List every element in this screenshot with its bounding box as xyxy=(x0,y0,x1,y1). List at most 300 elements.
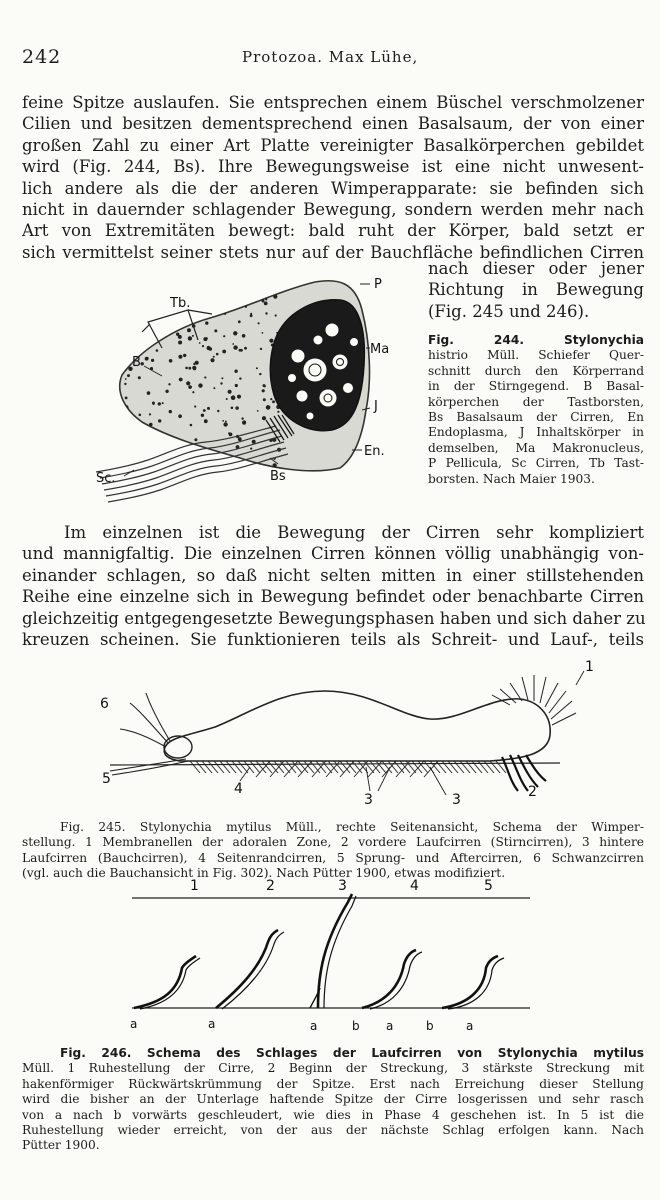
granule xyxy=(150,303,153,306)
granule xyxy=(178,355,182,359)
fig246-letter-a4: a xyxy=(386,1019,394,1033)
granule xyxy=(112,315,115,318)
granule xyxy=(191,292,193,294)
granule xyxy=(167,325,171,329)
caudal-cirri xyxy=(120,693,170,747)
cirrus-stroke xyxy=(262,761,272,773)
granule xyxy=(244,347,247,350)
text-line: wird (Fig. 244, Bs). Ihre Bewegungsweise ist eine nicht unwesent- xyxy=(22,157,644,177)
granule xyxy=(228,390,232,394)
granule xyxy=(202,345,204,347)
cirrus-stroke xyxy=(304,761,314,773)
granule xyxy=(123,293,125,295)
granule xyxy=(150,312,152,314)
granule xyxy=(137,334,140,337)
cirrus-stroke xyxy=(454,761,464,773)
granule xyxy=(260,348,262,350)
granule xyxy=(237,395,241,399)
granule xyxy=(174,315,178,319)
granule xyxy=(279,282,281,284)
granule xyxy=(188,336,192,340)
granule xyxy=(157,279,160,282)
granule xyxy=(259,373,261,375)
granule xyxy=(117,352,120,355)
cirrus-stroke xyxy=(436,761,446,773)
granule xyxy=(262,300,265,303)
granule xyxy=(204,419,208,423)
granule xyxy=(237,298,240,301)
granule xyxy=(220,306,222,308)
caption-line: Laufcirren (Bauchcirren), 4 Seitenrandcirren, 5 Sprung- und Aftercirren, 6 Schwanzcirren xyxy=(22,850,644,865)
granule xyxy=(179,457,182,460)
granule xyxy=(220,294,223,297)
fig246-phase-2: 2 xyxy=(266,878,275,894)
granule xyxy=(193,289,196,292)
cirrus-stroke xyxy=(196,761,206,773)
text-line: sich vermittelst seiner stets nur auf der Bauchfläche befindlichen Cirren xyxy=(22,242,644,262)
fig246-phase-4: 4 xyxy=(410,878,419,894)
fig245-label-5: 5 xyxy=(102,771,111,787)
granule xyxy=(109,376,112,379)
granule xyxy=(270,279,273,282)
granule xyxy=(239,377,241,379)
granule xyxy=(207,346,211,350)
granule xyxy=(125,397,128,400)
cirrus-stroke xyxy=(394,761,404,773)
granule xyxy=(275,314,277,316)
granule xyxy=(256,367,258,369)
granule xyxy=(220,382,222,384)
granule xyxy=(237,463,240,466)
granule xyxy=(122,283,125,286)
cirrus-stroke xyxy=(244,761,254,773)
granule xyxy=(158,402,161,405)
granule xyxy=(232,299,235,302)
cirrus-phase-4 xyxy=(362,950,416,1008)
granule xyxy=(114,386,117,389)
granule xyxy=(222,350,226,354)
fig246-phase-1: 1 xyxy=(190,878,199,894)
fig246-letter-a1: a xyxy=(130,1017,138,1031)
cirrus-stroke xyxy=(250,761,260,773)
granule xyxy=(123,311,126,314)
granule xyxy=(190,424,193,427)
granule xyxy=(124,383,126,385)
granule xyxy=(259,468,262,471)
granule xyxy=(110,350,113,353)
fig244-label-tb: Tb. xyxy=(170,296,191,311)
text-line: lich andere als die der anderen Wimperapparate: sie befinden sich xyxy=(22,178,644,198)
fig244-label-sc: Sc. xyxy=(96,471,116,486)
granule xyxy=(238,320,241,323)
cirrus-stroke xyxy=(286,761,296,773)
granule xyxy=(213,356,215,358)
granule xyxy=(232,343,234,345)
granule xyxy=(241,417,243,419)
label-leader-lines xyxy=(240,671,584,795)
granule xyxy=(257,410,259,412)
fig244-label-j: J xyxy=(374,399,378,414)
granule xyxy=(132,312,134,314)
granule xyxy=(266,285,270,289)
granule xyxy=(110,403,112,405)
granule xyxy=(239,349,242,352)
granule xyxy=(124,321,126,323)
fig246-letter-b1: b xyxy=(352,1019,360,1033)
granule xyxy=(118,330,121,333)
granule xyxy=(223,422,227,426)
granule xyxy=(238,437,242,441)
granule xyxy=(125,426,127,428)
fig245-label-4: 4 xyxy=(234,781,243,797)
cirrus-stroke xyxy=(352,761,362,773)
granule xyxy=(201,414,204,417)
granule xyxy=(194,405,196,407)
caption-line: Endoplasma, J Inhaltskörper in xyxy=(428,425,644,440)
granule xyxy=(151,359,154,362)
granule xyxy=(193,460,197,464)
granule xyxy=(233,331,237,335)
cirrus-phase-3 xyxy=(318,894,352,1008)
granule xyxy=(272,400,275,403)
fig246-letter-a2: a xyxy=(208,1017,216,1031)
granule xyxy=(129,329,132,332)
granule xyxy=(211,358,215,362)
granule xyxy=(262,389,265,392)
granule xyxy=(258,322,260,324)
fig245-label-6: 6 xyxy=(100,696,109,712)
caption-line: Fig. 245. Stylonychia mytilus Müll., rechte Seitenansicht, Schema der Wimper- xyxy=(60,820,644,834)
caption-line: demselben, Ma Makronucleus, xyxy=(428,440,644,455)
granule xyxy=(222,420,224,422)
granule xyxy=(242,421,246,425)
granule xyxy=(265,298,267,300)
cirrus-stroke xyxy=(442,761,452,773)
granule xyxy=(111,436,114,439)
granule xyxy=(137,438,140,441)
granule xyxy=(168,383,170,385)
granule xyxy=(179,378,183,382)
granule xyxy=(127,374,130,377)
caption-line: von a nach b vorwärts geschleudert, wie dies in Phase 4 geschehen ist. In 5 ist die xyxy=(22,1107,644,1122)
fig244-label-b: B xyxy=(132,355,141,370)
text-line: nach dieser oder jener xyxy=(428,259,644,278)
granule xyxy=(125,425,128,428)
granule xyxy=(203,409,206,412)
granule xyxy=(113,343,116,346)
granule xyxy=(149,428,151,430)
granule xyxy=(242,334,246,338)
fig-244-caption xyxy=(428,333,644,487)
caption-line: Fig. 246. Schema des Schlages der Laufcirren von Stylonychia mytilus xyxy=(60,1046,644,1060)
granule xyxy=(134,420,138,424)
granule xyxy=(183,354,186,357)
cirrus-stroke xyxy=(270,761,284,777)
granule xyxy=(184,455,188,459)
cirrus-stroke xyxy=(370,761,380,773)
granule xyxy=(141,362,144,365)
fig-244-illustration xyxy=(70,270,410,510)
granule xyxy=(139,414,142,417)
granule xyxy=(113,321,116,324)
granule xyxy=(231,395,236,400)
granule xyxy=(229,433,233,437)
granule xyxy=(168,318,171,321)
cirrus-stroke xyxy=(310,761,320,773)
caption-line: borsten. Nach Maier 1903. xyxy=(428,471,595,486)
fig244-label-bs: Bs xyxy=(270,469,286,484)
page-header xyxy=(22,46,640,70)
text-line: Cilien und besitzen dementsprechend einen Basalsaum, der von einer xyxy=(22,114,644,134)
granule xyxy=(148,339,151,342)
fig-246-caption xyxy=(22,1046,644,1154)
caption-line: stellung. 1 Membranellen der adoralen Zone, 2 vordere Laufcirren (Stirncirren), 3 hintere xyxy=(22,835,644,850)
granule xyxy=(169,359,173,363)
cirrus-phase-2 xyxy=(216,930,278,1008)
granule xyxy=(178,341,182,345)
caption-line: Fig. 244. Stylonychia xyxy=(428,333,644,347)
frontal-cirri xyxy=(502,755,546,791)
granule xyxy=(223,290,227,294)
anal-cirri xyxy=(110,759,188,775)
granule xyxy=(262,332,264,334)
caption-line: Pütter 1900. xyxy=(22,1138,100,1153)
granule xyxy=(188,385,192,389)
granule xyxy=(231,407,234,410)
granule xyxy=(131,344,134,347)
cirrus-stroke xyxy=(412,761,422,773)
granule xyxy=(129,341,132,344)
granule xyxy=(215,296,218,299)
text-line: kreuzen scheinen. Sie funktionieren teils als Schreit- und Lauf-, teils xyxy=(22,630,644,650)
granule xyxy=(138,376,141,379)
text-line: gleichzeitig entgegengesetzte Bewegungsphasen haben und sich daher zu xyxy=(22,608,646,628)
granule xyxy=(263,398,266,401)
granule xyxy=(217,410,219,412)
granule xyxy=(139,293,141,295)
caption-line: P Pellicula, Sc Cirren, Tb Tast- xyxy=(428,456,644,471)
fig246-letter-a3: a xyxy=(310,1019,318,1033)
granule xyxy=(109,319,113,323)
granule xyxy=(250,314,253,317)
granule xyxy=(149,423,153,427)
cirrus-stroke xyxy=(430,761,440,773)
granule xyxy=(161,327,164,330)
fig246-letter-a5: a xyxy=(466,1019,474,1033)
granule xyxy=(193,367,196,370)
granule xyxy=(134,351,137,354)
granule xyxy=(198,383,202,387)
fig246-letter-b2: b xyxy=(426,1019,434,1033)
granule xyxy=(186,381,190,385)
body-paragraph xyxy=(22,522,644,650)
cirrus-stroke xyxy=(220,761,230,773)
granule xyxy=(129,458,133,462)
granule xyxy=(187,328,191,332)
granule xyxy=(206,462,208,464)
cirrus-stroke xyxy=(328,761,338,773)
caption-line: wird die bisher an der Unterlage haftende Spitze der Cirre losgerissen und sehr rasch xyxy=(22,1092,644,1107)
cirrus-stroke xyxy=(448,761,458,773)
granule xyxy=(110,430,113,433)
granule xyxy=(266,405,271,410)
granule xyxy=(162,402,164,404)
granule xyxy=(188,367,191,370)
granule xyxy=(151,308,154,311)
granule xyxy=(158,419,161,422)
granule xyxy=(126,454,128,456)
fig245-label-1: 1 xyxy=(585,659,594,675)
text-line: Richtung in Bewegung xyxy=(428,280,644,300)
granule xyxy=(165,390,168,393)
intro-paragraph-continuation xyxy=(428,258,644,322)
granule xyxy=(112,437,114,439)
caption-line: in der Stirngegend. B Basal- xyxy=(428,379,644,394)
granule xyxy=(149,413,151,415)
fig-246-illustration xyxy=(120,872,540,1040)
granule xyxy=(243,477,245,479)
granule xyxy=(225,305,229,309)
granule xyxy=(214,329,217,332)
cirrus-stroke xyxy=(232,761,242,773)
granule xyxy=(269,339,273,343)
granule xyxy=(169,410,172,413)
intro-paragraph xyxy=(22,92,644,263)
cirrus-stroke xyxy=(312,761,326,777)
granule xyxy=(161,443,166,448)
granule xyxy=(165,285,167,287)
caption-line: schnitt durch den Körperrand xyxy=(428,363,644,378)
granule xyxy=(262,416,266,420)
caption-line: Müll. 1 Ruhestellung der Cirre, 2 Beginn der Streckung, 3 stärkste Streckung mit xyxy=(22,1061,644,1076)
granule xyxy=(192,391,194,393)
granule xyxy=(237,284,240,287)
granule xyxy=(208,305,212,309)
fig246-phase-3: 3 xyxy=(338,878,347,894)
posterior-end xyxy=(164,736,192,758)
granule xyxy=(156,349,159,352)
granule xyxy=(226,398,228,400)
granule xyxy=(132,338,136,342)
granule xyxy=(204,376,206,378)
cirrus-stroke xyxy=(202,761,212,773)
granule xyxy=(147,337,151,341)
page-number: 242 xyxy=(22,46,62,68)
text-line: großen Zahl zu einer Art Platte vereinigter Basalkörperchen gebildet xyxy=(22,135,644,155)
granule xyxy=(195,361,199,365)
text-line: Im einzelnen ist die Bewegung der Cirren sehr kompliziert xyxy=(64,523,644,542)
granule xyxy=(264,385,266,387)
fig-245-illustration xyxy=(90,655,630,815)
granule xyxy=(223,335,225,337)
granule xyxy=(130,302,132,304)
granule xyxy=(192,335,194,337)
granule xyxy=(110,362,113,365)
cirrus-stroke xyxy=(226,761,236,773)
granule xyxy=(176,333,179,336)
caption-line: Bs Basalsaum der Cirren, En xyxy=(428,410,644,425)
granule xyxy=(264,302,268,306)
cirrus-stroke xyxy=(268,761,278,773)
granule xyxy=(277,411,279,413)
granule xyxy=(195,294,198,297)
stylonychia-body xyxy=(164,691,550,761)
granule xyxy=(121,363,123,365)
granule xyxy=(128,345,130,347)
granule xyxy=(229,475,231,477)
cirrus-stroke xyxy=(460,761,470,773)
caption-line: histrio Müll. Schiefer Quer- xyxy=(428,348,644,363)
granule xyxy=(108,323,112,327)
granule xyxy=(194,438,197,441)
granule xyxy=(160,284,163,287)
text-line: (Fig. 245 und 246). xyxy=(428,301,590,321)
granule xyxy=(250,448,252,450)
caption-line: Ruhestellung wieder erreicht, von der aus der nächste Schlag erfolgen kann. Nach xyxy=(22,1123,644,1138)
fig244-label-en: En. xyxy=(364,444,385,459)
granule xyxy=(153,403,155,405)
granule xyxy=(122,454,125,457)
fig244-label-ma: Ma xyxy=(370,342,390,357)
text-line: nicht in dauernder schlagender Bewegung, sondern werden mehr nach xyxy=(22,200,644,220)
cirrus-stroke xyxy=(214,761,224,773)
granule xyxy=(185,367,188,370)
text-line: und mannigfaltig. Die einzelnen Cirren können völlig unabhängig von- xyxy=(22,544,644,564)
granule xyxy=(188,467,192,471)
granule xyxy=(270,398,272,400)
granule xyxy=(216,353,219,356)
text-line: feine Spitze auslaufen. Sie entsprechen einem Büschel verschmolzener xyxy=(22,93,644,112)
granule xyxy=(242,461,245,464)
granule xyxy=(225,421,227,423)
granule xyxy=(205,321,208,324)
fig245-label-3a: 3 xyxy=(364,792,373,808)
text-line: Reihe eine einzelne sich in Bewegung befindet oder benachbarte Cirren xyxy=(22,587,644,607)
text-line: Art von Extremitäten bewegt: bald ruht der Körper, bald setzt er xyxy=(22,221,644,241)
granule xyxy=(125,378,127,380)
granule xyxy=(133,308,136,311)
granule xyxy=(154,431,158,435)
fig245-label-3b: 3 xyxy=(452,792,461,808)
caption-line: hakenförmiger Rückwärtskrümmung der Spitze. Erst nach Erreichung dieser Stellung xyxy=(22,1076,644,1091)
granule xyxy=(252,440,256,444)
granule xyxy=(136,279,140,283)
granule xyxy=(131,281,135,285)
fig246-phase-5: 5 xyxy=(484,878,493,894)
cirrus-stroke xyxy=(346,761,356,773)
caption-line: körperchen der Tastborsten, xyxy=(428,394,644,409)
granule xyxy=(221,377,223,379)
granule xyxy=(213,387,215,389)
granule xyxy=(147,357,149,359)
granule xyxy=(147,391,151,395)
fig245-label-2: 2 xyxy=(528,784,537,800)
caption-line: (vgl. auch die Bauchansicht in Fig. 302). Nach Pütter 1900, etwas modifiziert. xyxy=(22,866,506,881)
granule xyxy=(206,337,208,339)
cirrus-stroke xyxy=(190,761,200,773)
granule xyxy=(125,434,129,438)
cirrus-stroke xyxy=(208,761,218,773)
fig244-label-p: P xyxy=(374,277,382,292)
granule xyxy=(235,384,238,387)
granule xyxy=(233,345,237,349)
granule xyxy=(177,443,180,446)
granule xyxy=(265,312,267,314)
granule xyxy=(235,406,238,409)
text-line: einander schlagen, so daß nicht selten mitten in einer stillstehenden xyxy=(22,565,644,585)
granule xyxy=(192,291,195,294)
granule xyxy=(150,289,153,292)
